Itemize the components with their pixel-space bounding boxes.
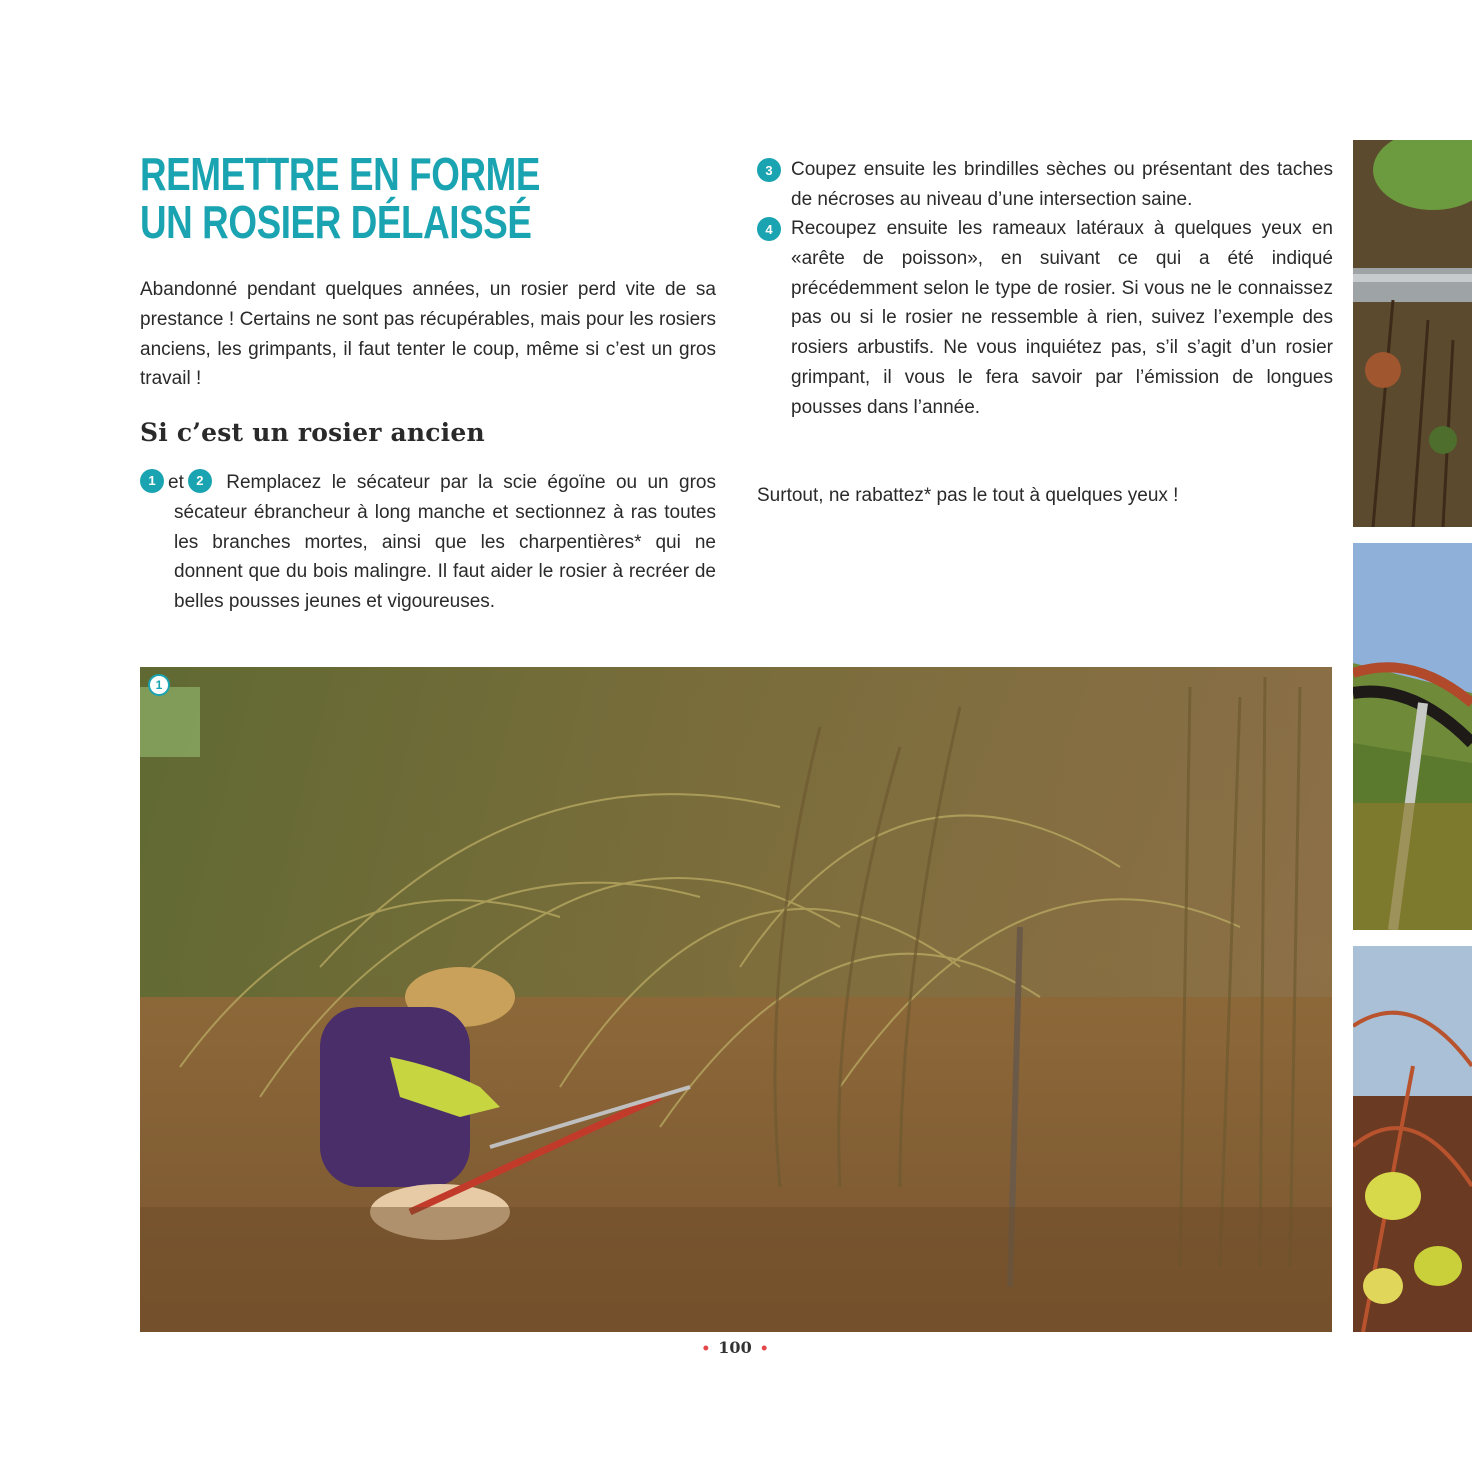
step-badge-4: 4 (757, 217, 781, 241)
thumbnail-bottom-illustration (1353, 946, 1472, 1332)
photo-badge-1: 1 (148, 674, 170, 696)
page-title (140, 150, 540, 246)
thumbnail-photo-top (1353, 140, 1472, 527)
closing-remark: Surtout, ne rabattez* pas le tout à quelques yeux ! (757, 485, 1179, 506)
step-badge-1: 1 (140, 469, 164, 493)
step-badge-3: 3 (757, 158, 781, 182)
step-4-text: Recoupez ensuite les rameaux latéraux à quelques yeux en «arête de poisson», en suivant ce qui a été indiqué précédemment selon le type de rosier. Si vous ne le connaissez pas ou si le rosier ne ressemble à rien, suivez l’exemple des rosiers arbustifs. Ne vous inquiétez pas, s’il s’agit d’un rosier grimpant, il vous le fera savoir par l’émission de longues pousses dans l’année. (791, 218, 1333, 418)
main-photo-pruning-rosebush (140, 667, 1332, 1332)
step-badge-2: 2 (188, 469, 212, 493)
thumbnail-top-illustration (1353, 140, 1472, 527)
title-line-2: UN ROSIER DÉLAISSÉ (140, 196, 532, 248)
step-1-2 (140, 468, 716, 617)
step-4 (757, 214, 1333, 423)
page-number-dot-left: • (701, 1341, 711, 1357)
photo-illustration (140, 667, 1332, 1332)
step-3-text: Coupez ensuite les brindilles sèches ou présentant des taches de nécroses au niveau d’une intersection saine. (791, 159, 1333, 210)
step-1-2-text: Remplacez le sécateur par la scie égoïne ou un gros sécateur ébrancheur à long manche et sectionnez à ras toutes les branches mortes, ainsi que les charpentières* qui ne donnent que du bois malingre. Il faut aider le rosier à recréer de belles pousses jeunes et vigoureuses. (174, 472, 716, 613)
page-number-dot-right: • (759, 1341, 769, 1357)
section-heading: Si c’est un rosier ancien (140, 418, 485, 447)
step-1-2-text-block (148, 468, 716, 617)
thumbnail-photo-middle (1353, 543, 1472, 930)
page-number (0, 1338, 1472, 1357)
thumbnail-photo-bottom (1353, 946, 1472, 1332)
title-line-1: REMETTRE EN FORME (140, 148, 541, 200)
step-3 (757, 155, 1333, 215)
intro-paragraph: Abandonné pendant quelques années, un rosier perd vite de sa prestance ! Certains ne sont pas récupérables, mais pour les rosiers anciens, les grimpants, il faut tenter le coup, même si c’est un gros travail ! (140, 279, 716, 390)
step-connector: et (168, 472, 184, 493)
thumbnail-middle-illustration (1353, 543, 1472, 930)
page-number-value: 100 (718, 1338, 752, 1357)
